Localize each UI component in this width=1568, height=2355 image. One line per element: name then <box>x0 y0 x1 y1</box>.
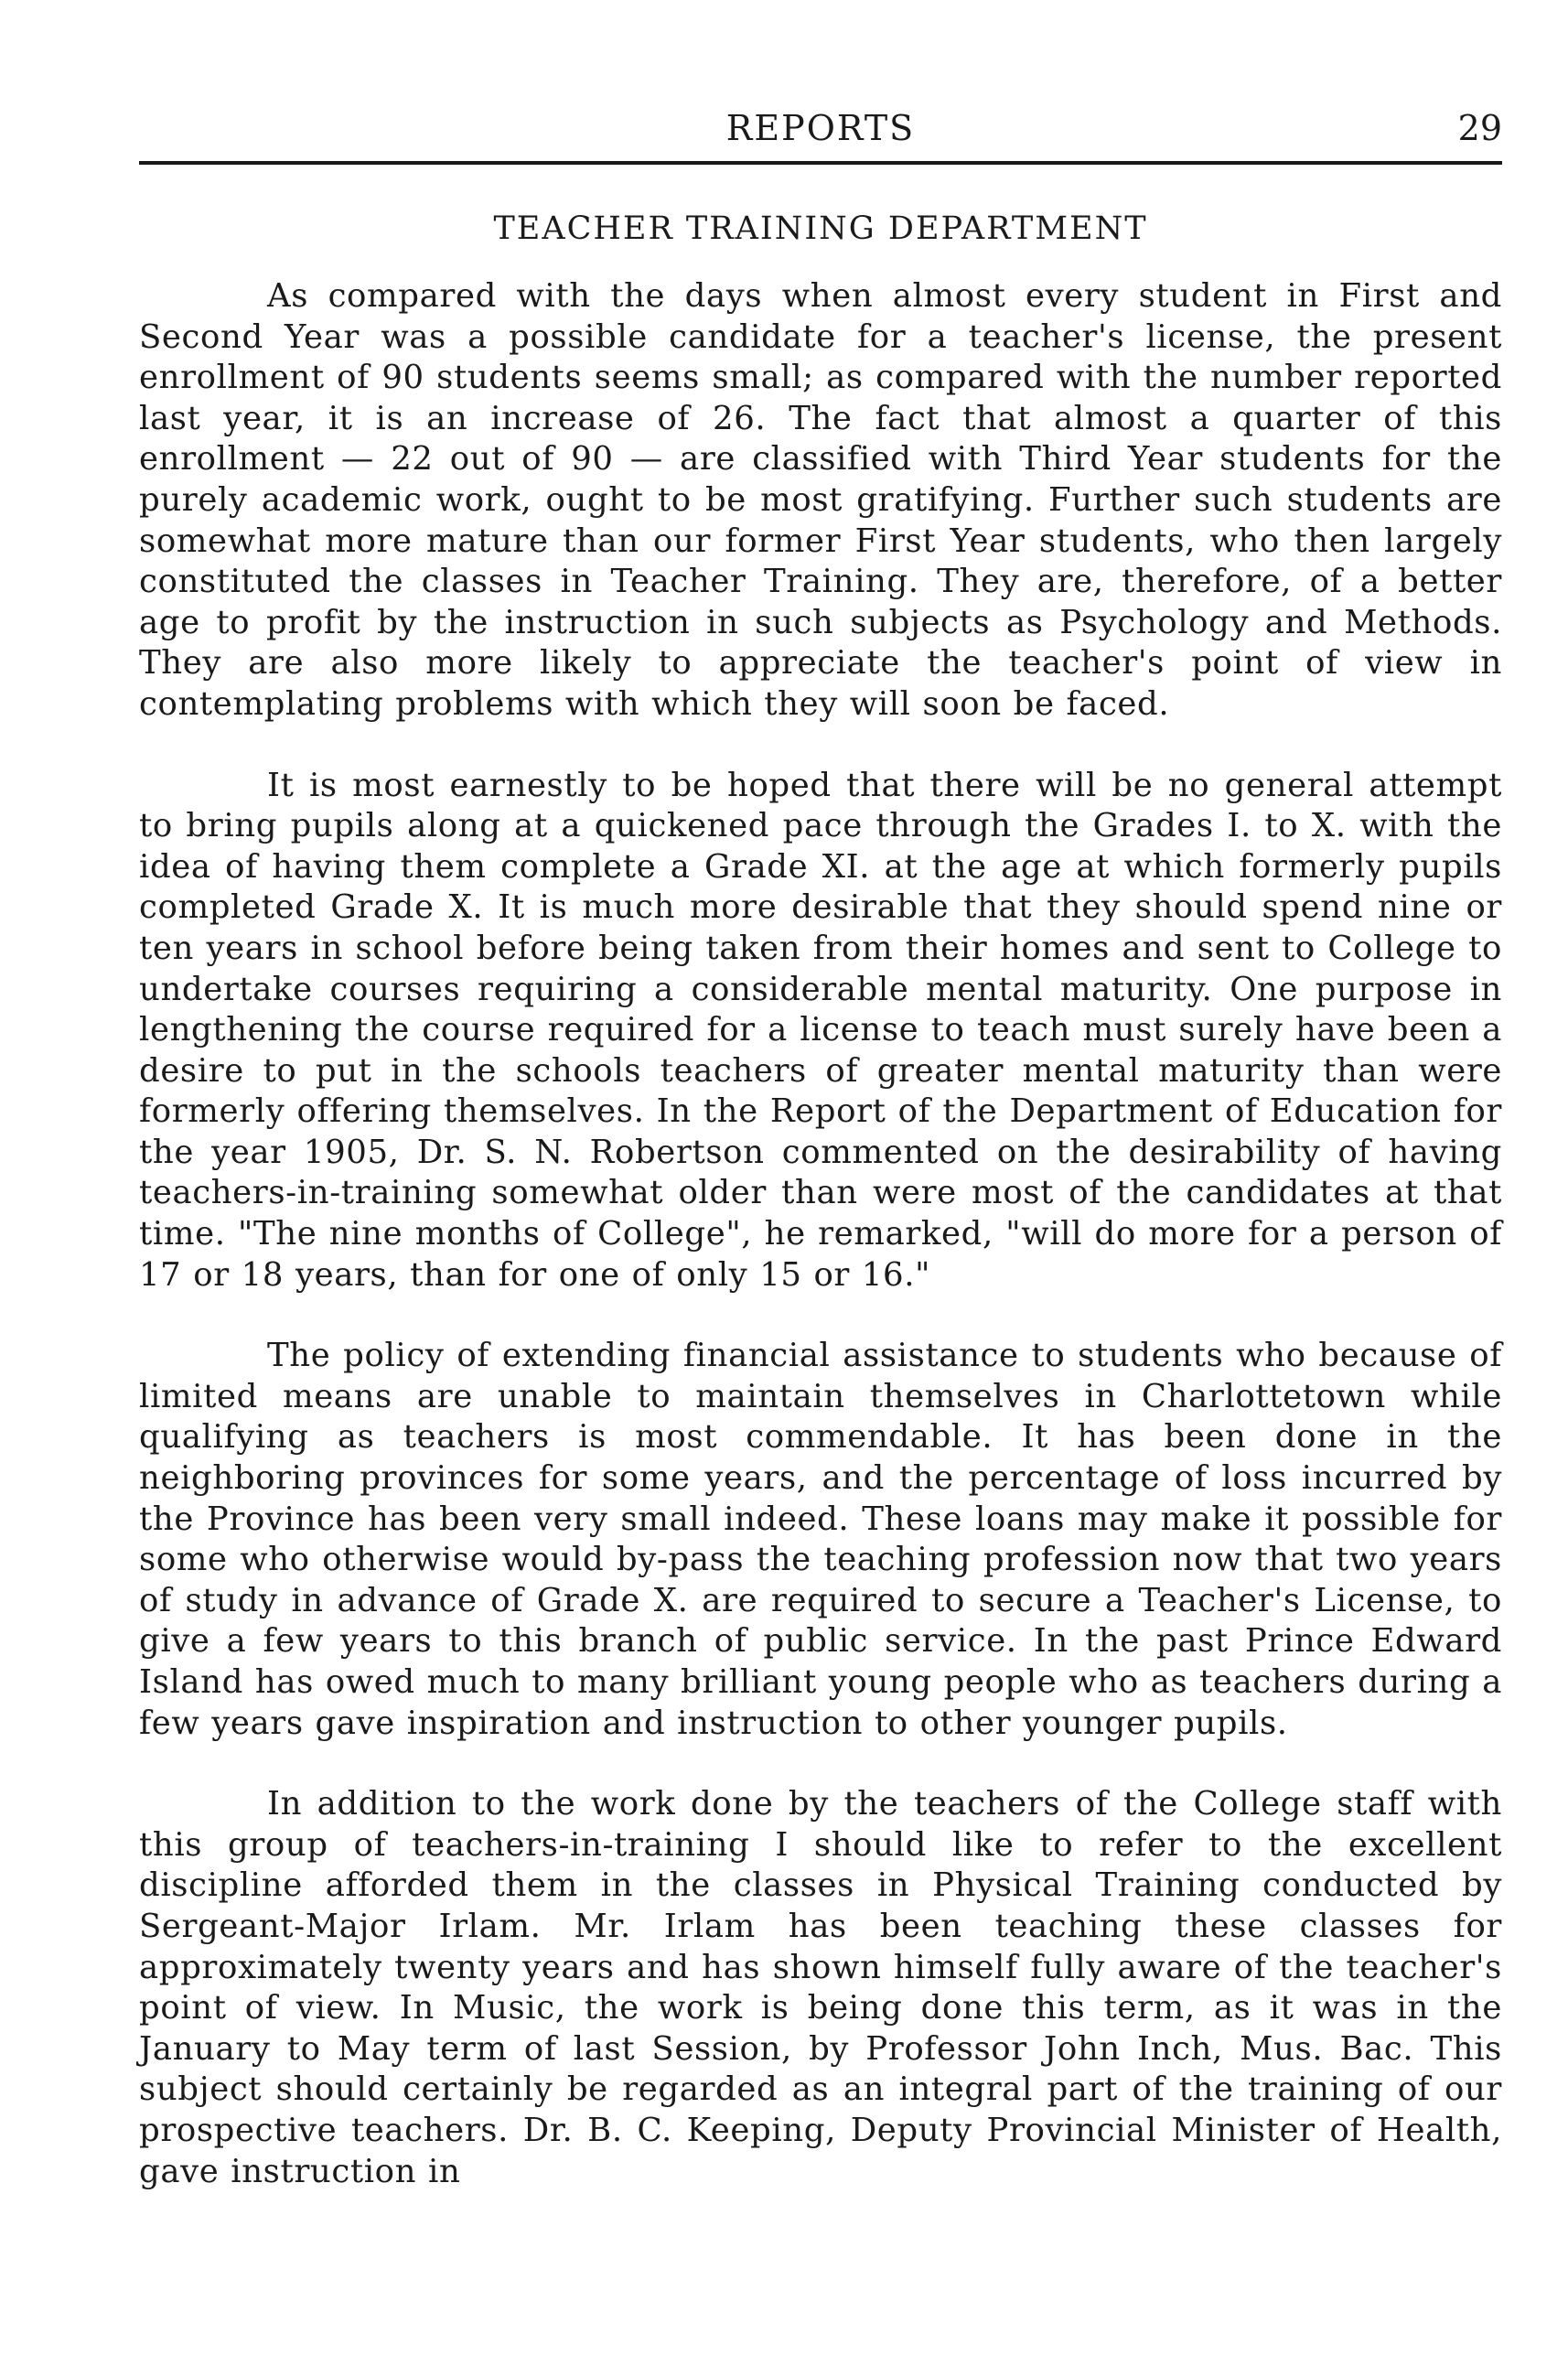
paragraph-maturity: It is most earnestly to be hoped that there will be no general attempt to bring pupils along at a quickened pace through the Grades I. to X. with the idea of having them complete a Grade XI. at the age at which formerly pupils completed Grade X. It is much more desirable that they should spend nine or ten years in school before being taken from their homes and sent to College to undertake courses requiring a considerable mental maturity. One purpose in lengthening the course required for a license to teach must surely have been a desire to put in the schools teachers of greater mental maturity than were formerly offering themselves. In the Report of the Department of Education for the year 1905, Dr. S. N. Robertson commented on the desirability of having teachers-in-training somewhat older than were most of the candidates at that time. "The nine months of College", he remarked, "will do more for a person of 17 or 18 years, than for one of only 15 or 16." <box>139 766 1502 1294</box>
page-number: 29 <box>1457 108 1502 148</box>
paragraph-physical-training-music: In addition to the work done by the teachers of the College staff with this group of teachers-in-training I should like to refer to the excellent discipline afforded them in the classes in Physical Training conducted by Sergeant-Major Irlam. Mr. Irlam has been teaching these classes for approximately twenty years and has shown himself fully aware of the teacher's point of view. In Music, the work is being done this term, as it was in the January to May term of last Session, by Professor John Inch, Mus. Bac. This subject should certainly be regarded as an integral part of the training of our prospective teachers. Dr. B. C. Keeping, Deputy Provincial Minister of Health, gave instruction in <box>139 1785 1502 2190</box>
section-title: TEACHER TRAINING DEPARTMENT <box>493 210 1148 247</box>
running-header <box>139 108 1502 163</box>
body-text <box>139 276 1502 2192</box>
running-title: REPORTS <box>725 108 916 148</box>
paragraph-financial-assistance: The policy of extending financial assistance to students who because of limited means are unable to maintain themselves in Charlottetown while qualifying as teachers is most commendable. It has been done in the neighboring provinces for some years, and the percentage of loss incurred by the Province has been very small indeed. These loans may make it possible for some who otherwise would by-pass the teaching profession now that two years of study in advance of Grade X. are required to secure a Teacher's License, to give a few years to this branch of public service. In the past Prince Edward Island has owed much to many brilliant young people who as teachers during a few years gave inspiration and instruction to other younger pupils. <box>139 1337 1502 1742</box>
header-rule <box>139 161 1502 165</box>
paragraph-enrollment: As compared with the days when almost every student in First and Second Year was a possible candidate for a teacher's license, the present enrollment of 90 students seems small; as compared with the number reported last year, it is an increase of 26. The fact that almost a quarter of this enrollment — 22 out of 90 — are classified with Third Year students for the purely academic work, ought to be most gratifying. Further such students are somewhat more mature than our former First Year students, who then largely constituted the classes in Teacher Training. They are, therefore, of a better age to profit by the instruction in such subjects as Psychology and Methods. They are also more likely to appreciate the teacher's point of view in contemplating problems with which they will soon be faced. <box>139 277 1502 723</box>
